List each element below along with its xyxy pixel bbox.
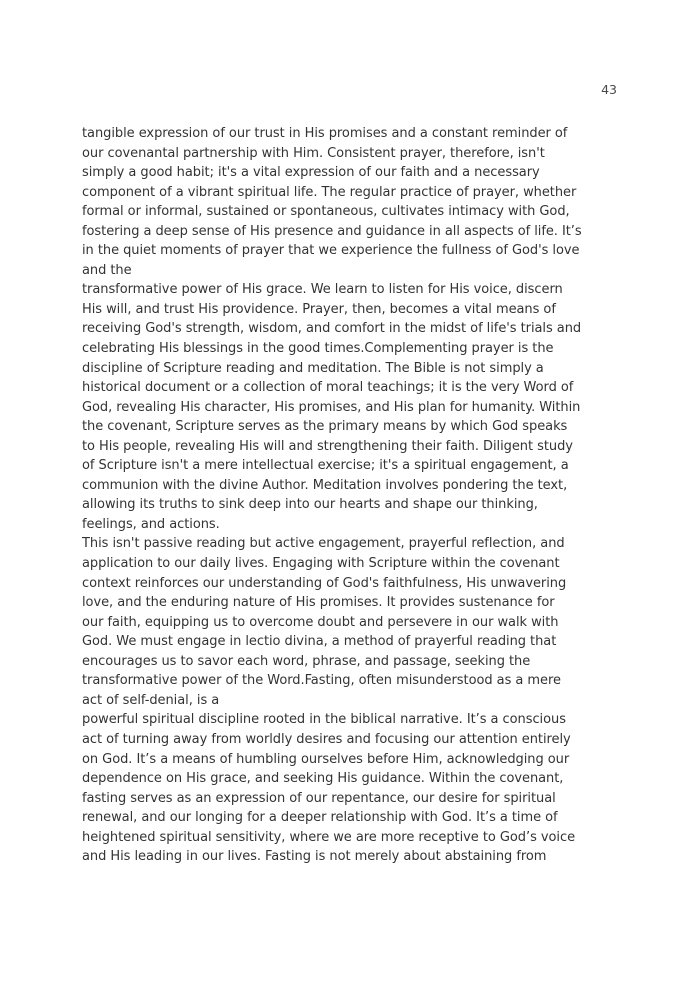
text-line: God. We must engage in lectio divina, a method of prayerful reading that bbox=[82, 634, 557, 650]
text-line: feelings, and actions. bbox=[82, 516, 220, 532]
text-line: the covenant, Scripture serves as the primary means by which God speaks bbox=[82, 419, 568, 435]
page-number: 43 bbox=[601, 82, 617, 97]
text-line: communion with the divine Author. Meditation involves pondering the text, bbox=[82, 477, 568, 493]
text-line: of Scripture isn't a mere intellectual exercise; it's a spiritual engagement, a bbox=[82, 458, 569, 474]
text-line: context reinforces our understanding of God's faithfulness, His unwavering bbox=[82, 575, 567, 591]
text-line: act of turning away from worldly desires and focusing our attention entirely bbox=[82, 731, 571, 747]
text-line: dependence on His grace, and seeking His guidance. Within the covenant, bbox=[82, 771, 564, 787]
text-line: transformative power of the Word.Fasting, often misunderstood as a mere bbox=[82, 673, 561, 689]
text-line: to His people, revealing His will and strengthening their faith. Diligent study bbox=[82, 438, 573, 454]
text-line: His will, and trust His providence. Prayer, then, becomes a vital means of bbox=[82, 301, 556, 317]
text-line: powerful spiritual discipline rooted in the biblical narrative. It’s a conscious bbox=[82, 712, 566, 728]
text-line: our faith, equipping us to overcome doubt and persevere in our walk with bbox=[82, 614, 559, 630]
text-line: in the quiet moments of prayer that we experience the fullness of God's love bbox=[82, 243, 580, 259]
text-line: fasting serves as an expression of our repentance, our desire for spiritual bbox=[82, 790, 556, 806]
text-line: renewal, and our longing for a deeper relationship with God. It’s a time of bbox=[82, 810, 558, 826]
text-line: formal or informal, sustained or spontaneous, cultivates intimacy with God, bbox=[82, 204, 570, 220]
body-text bbox=[82, 124, 619, 867]
text-line: This isn't passive reading but active engagement, prayerful reflection, and bbox=[82, 536, 565, 552]
text-line: allowing its truths to sink deep into our hearts and shape our thinking, bbox=[82, 497, 538, 513]
text-line: tangible expression of our trust in His promises and a constant reminder of bbox=[82, 126, 568, 141]
text-line: simply a good habit; it's a vital expression of our faith and a necessary bbox=[82, 165, 540, 181]
text-line: application to our daily lives. Engaging with Scripture within the covenant bbox=[82, 556, 560, 572]
text-line: component of a vibrant spiritual life. The regular practice of prayer, whether bbox=[82, 184, 577, 200]
text-line: and the bbox=[82, 262, 132, 278]
text-line: our covenantal partnership with Him. Consistent prayer, therefore, isn't bbox=[82, 145, 545, 161]
text-line: transformative power of His grace. We learn to listen for His voice, discern bbox=[82, 282, 563, 298]
text-line: act of self-denial, is a bbox=[82, 692, 220, 708]
text-line: receiving God's strength, wisdom, and comfort in the midst of life's trials and bbox=[82, 321, 582, 337]
text-line: God, revealing His character, His promises, and His plan for humanity. Within bbox=[82, 399, 581, 415]
text-line: fostering a deep sense of His presence and guidance in all aspects of life. It’s bbox=[82, 223, 582, 239]
text-line: celebrating His blessings in the good times.Complementing prayer is the bbox=[82, 341, 554, 357]
text-line: and His leading in our lives. Fasting is not merely about abstaining from bbox=[82, 849, 547, 865]
text-line: historical document or a collection of moral teachings; it is the very Word of bbox=[82, 380, 574, 396]
text-line: on God. It’s a means of humbling ourselves before Him, acknowledging our bbox=[82, 751, 570, 767]
text-line: heightened spiritual sensitivity, where we are more receptive to God’s voice bbox=[82, 829, 576, 845]
text-line: love, and the enduring nature of His promises. It provides sustenance for bbox=[82, 595, 555, 611]
text-line: encourages us to savor each word, phrase, and passage, seeking the bbox=[82, 653, 531, 669]
text-line: discipline of Scripture reading and meditation. The Bible is not simply a bbox=[82, 360, 544, 376]
